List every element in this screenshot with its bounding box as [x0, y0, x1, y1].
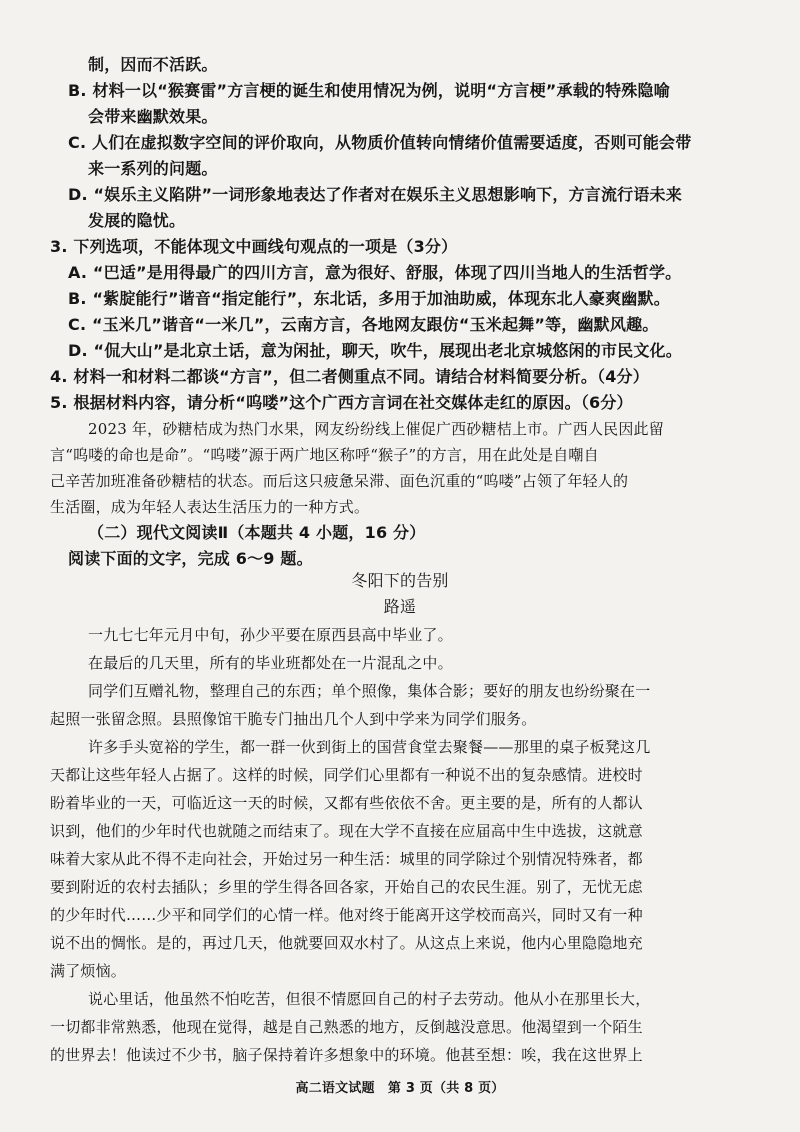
q2-option-b-line2: 会带来幽默效果。 [88, 107, 218, 126]
q2-option-d-line2: 发展的隐忧。 [88, 211, 186, 230]
article-paragraph-line: 起照一张留念照。县照像馆干脆专门抽出几个人到中学来为同学们服务。 [50, 710, 537, 728]
q2-option-c-line2: 来一系列的问题。 [88, 159, 218, 178]
section-instruction: 阅读下面的文字，完成 6～9 题。 [68, 549, 313, 568]
article-paragraph-line: 说不出的惆怅。是的，再过几天，他就要回双水村了。从这点上来说，他内心里隐隐地充 [50, 934, 643, 952]
article-paragraph-line: 味着大家从此不得不走向社会，开始过另一种生活：城里的同学除过个别情况特殊者，都 [50, 850, 643, 868]
q5-material-line2: 言“呜喽的命也是命”。“呜喽”源于两广地区称呼“猴子”的方言，用在此处是自嘲自 [50, 446, 599, 464]
article-paragraph-line: 许多手头宽裕的学生，都一群一伙到街上的国营食堂去聚餐——那里的桌子板凳这几 [88, 738, 651, 756]
q5-stem: 5. 根据材料内容，请分析“呜喽”这个广西方言词在社交媒体走红的原因。（6分） [50, 393, 633, 412]
article-paragraph-line: 要到附近的农村去插队；乡里的学生得各回各家，开始自己的农民生涯。别了，无忧无虑 [50, 878, 643, 896]
q2-option-c-line1: C. 人们在虚拟数字空间的评价取向，从物质价值转向情绪价值需要适度，否则可能会带 [68, 133, 692, 152]
article-paragraph-line: 满了烦恼。 [50, 962, 127, 980]
q3-option-c: C. “玉米几”谐音“一米几”，云南方言，各地网友跟仿“玉米起舞”等，幽默风趣。 [68, 315, 659, 334]
q5-material-line1: 2023 年，砂糖桔成为热门水果，网友纷纷线上催促广西砂糖桔上市。广西人民因此留 [88, 420, 664, 438]
article-author: 路遥 [383, 597, 417, 616]
continuation-line: 制，因而不活跃。 [88, 55, 218, 74]
article-paragraph-line: 的少年时代……少平和同学们的心情一样。他对终于能离开这学校而高兴，同时又有一种 [50, 906, 643, 924]
article-paragraph-line: 一九七七年元月中旬，孙少平要在原西县高中毕业了。 [88, 626, 453, 644]
q2-option-b-line1: B. 材料一以“猴赛雷”方言梗的诞生和使用情况为例，说明“方言梗”承载的特殊隐喻 [68, 81, 670, 100]
article-title: 冬阳下的告别 [351, 571, 449, 590]
article-paragraph-line: 的世界去！他读过不少书，脑子保持着许多想象中的环境。他甚至想：唉，我在这世界上 [50, 1046, 643, 1064]
q4-stem: 4. 材料一和材料二都谈“方言”，但二者侧重点不同。请结合材料简要分析。（4分） [50, 367, 649, 386]
article-paragraph-line: 识到，他们的少年时代也就随之而结束了。现在大学不直接在应届高中生中选拔，这就意 [50, 822, 643, 840]
article-paragraph-line: 天都让这些年轻人占据了。这样的时候，同学们心里都有一种说不出的复杂感情。进校时 [50, 766, 643, 784]
q2-option-d-line1: D. “娱乐主义陷阱”一词形象地表达了作者对在娱乐主义思想影响下，方言流行语未来 [68, 185, 682, 204]
article-paragraph-line: 说心里话，他虽然不怕吃苦，但很不情愿回自己的村子去劳动。他从小在那里长大， [88, 990, 651, 1008]
q5-material-line3: 己辛苦加班准备砂糖桔的状态。而后这只疲惫呆滞、面色沉重的“呜喽”占领了年轻人的 [50, 472, 629, 490]
q3-option-d: D. “侃大山”是北京土话，意为闲扯，聊天，吹牛，展现出老北京城悠闲的市民文化。 [68, 341, 682, 360]
q3-option-b: B. “紫腚能行”谐音“指定能行”，东北话，多用于加油助威，体现东北人豪爽幽默。 [68, 289, 670, 308]
article-paragraph-line: 盼着毕业的一天，可临近这一天的时候，又都有些依依不舍。更主要的是，所有的人都认 [50, 794, 643, 812]
q3-option-a: A. “巴适”是用得最广的四川方言，意为很好、舒服，体现了四川当地人的生活哲学。 [68, 263, 682, 282]
section-title: （二）现代文阅读Ⅱ（本题共 4 小题，16 分） [88, 523, 426, 542]
page-footer: 高二语文试题 第 3 页（共 8 页） [295, 1081, 505, 1096]
q3-stem: 3. 下列选项，不能体现文中画线句观点的一项是（3分） [50, 237, 458, 256]
article-paragraph-line: 在最后的几天里，所有的毕业班都处在一片混乱之中。 [88, 654, 453, 672]
q5-material-line4: 生活圈，成为年轻人表达生活压力的一种方式。 [50, 498, 370, 516]
article-paragraph-line: 一切都非常熟悉，他现在觉得，越是自己熟悉的地方，反倒越没意思。他渴望到一个陌生 [50, 1018, 643, 1036]
article-paragraph-line: 同学们互赠礼物，整理自己的东西；单个照像，集体合影；要好的朋友也纷纷聚在一 [88, 682, 651, 700]
